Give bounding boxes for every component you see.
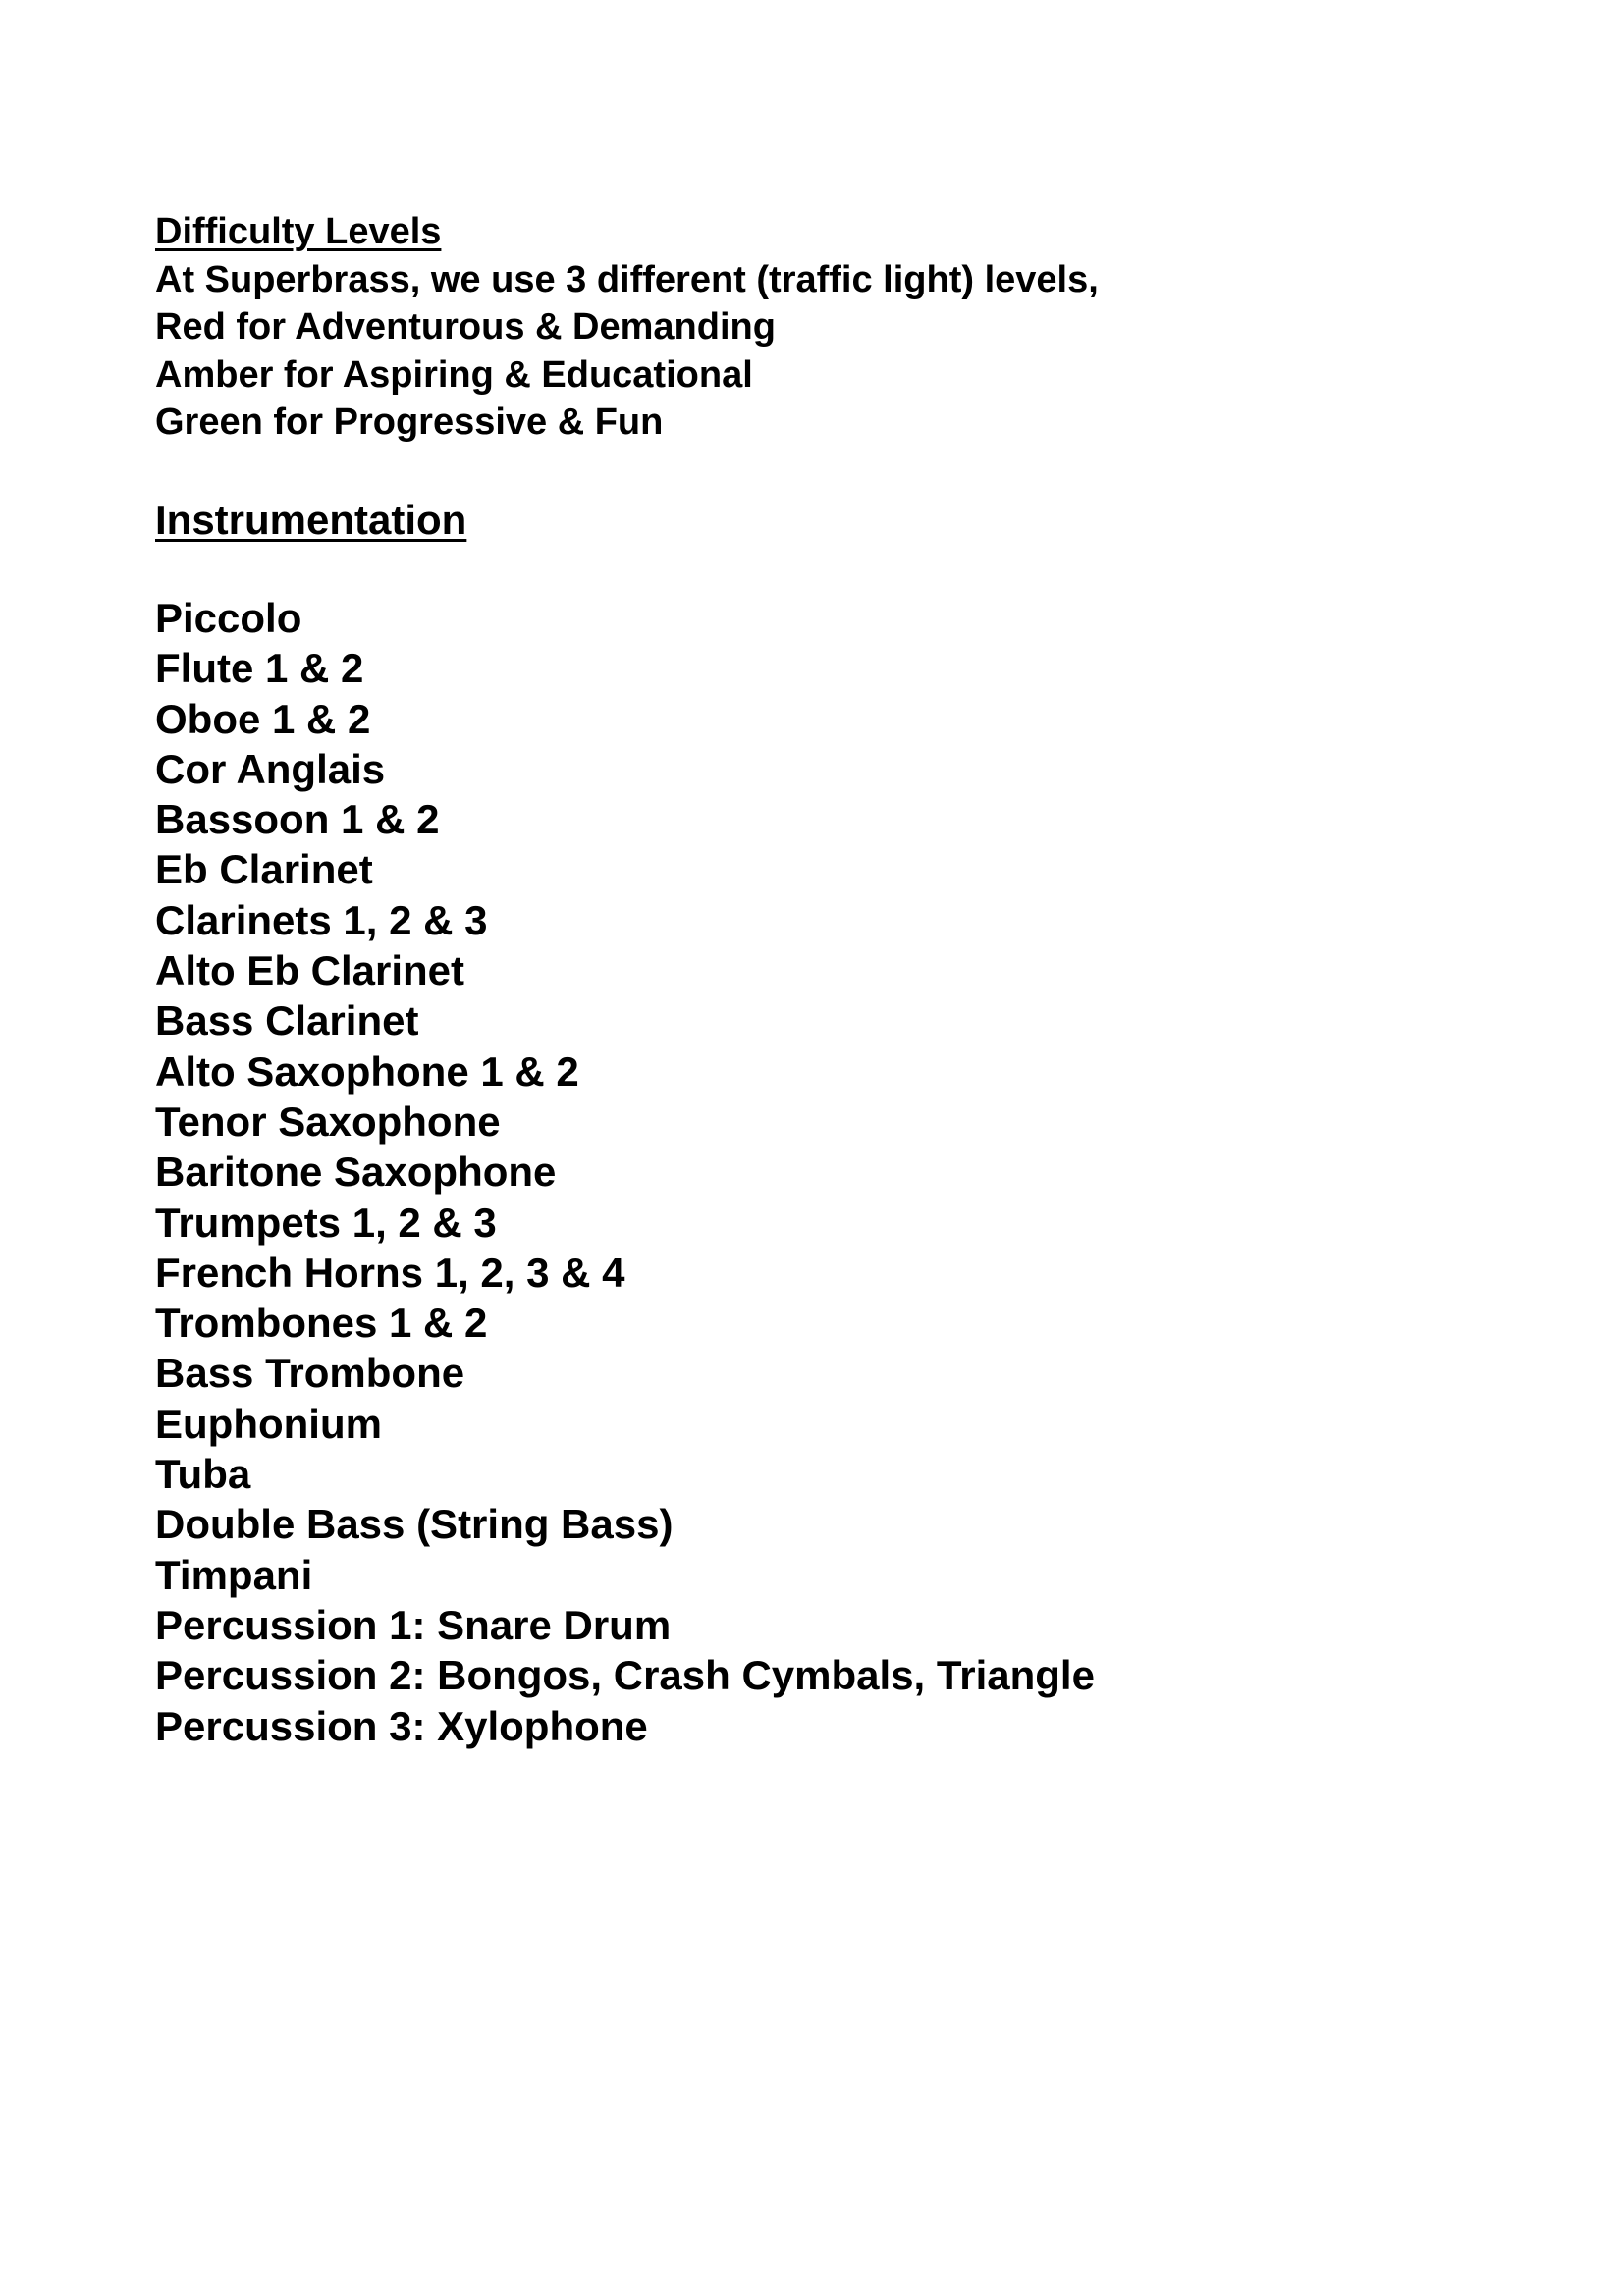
- difficulty-section: [155, 208, 1549, 447]
- instrument-item: Tenor Saxophone: [155, 1097, 501, 1145]
- difficulty-level-amber: Amber for Aspiring & Educational: [155, 353, 753, 396]
- instrument-item: Trombones 1 & 2: [155, 1300, 488, 1347]
- instrument-item: Oboe 1 & 2: [155, 695, 371, 742]
- instrument-item: Euphonium: [155, 1400, 382, 1447]
- difficulty-level-green: Green for Progressive & Fun: [155, 401, 664, 443]
- instrument-item: Baritone Saxophone: [155, 1148, 557, 1196]
- instrument-item: Flute 1 & 2: [155, 645, 364, 692]
- instrument-item: Tuba: [155, 1451, 251, 1498]
- instrument-item: Eb Clarinet: [155, 846, 373, 893]
- difficulty-heading: Difficulty Levels: [155, 211, 442, 252]
- instrument-item: Double Bass (String Bass): [155, 1501, 674, 1548]
- instrument-item: Bass Trombone: [155, 1350, 465, 1397]
- instrument-item: Bass Clarinet: [155, 997, 419, 1044]
- instrument-item: Percussion 1: Snare Drum: [155, 1601, 672, 1648]
- instrument-item: Clarinets 1, 2 & 3: [155, 896, 488, 943]
- difficulty-intro: At Superbrass, we use 3 different (traffic light) levels,: [155, 258, 1099, 300]
- instrument-item: Trumpets 1, 2 & 3: [155, 1199, 497, 1246]
- instrument-item: Alto Saxophone 1 & 2: [155, 1047, 579, 1095]
- instrument-item: Cor Anglais: [155, 745, 386, 792]
- instrument-item: French Horns 1, 2, 3 & 4: [155, 1249, 625, 1296]
- instrument-item: Percussion 2: Bongos, Crash Cymbals, Triangle: [155, 1652, 1095, 1699]
- instrument-item: Piccolo: [155, 595, 302, 641]
- instrument-item: Alto Eb Clarinet: [155, 947, 465, 994]
- instrument-item: Timpani: [155, 1551, 313, 1598]
- instrumentation-heading: Instrumentation: [155, 497, 467, 543]
- instrument-item: Percussion 3: Xylophone: [155, 1702, 648, 1749]
- instrument-item: Bassoon 1 & 2: [155, 796, 440, 843]
- difficulty-level-red: Red for Adventurous & Demanding: [155, 306, 776, 347]
- instrumentation-list: [155, 593, 1095, 1751]
